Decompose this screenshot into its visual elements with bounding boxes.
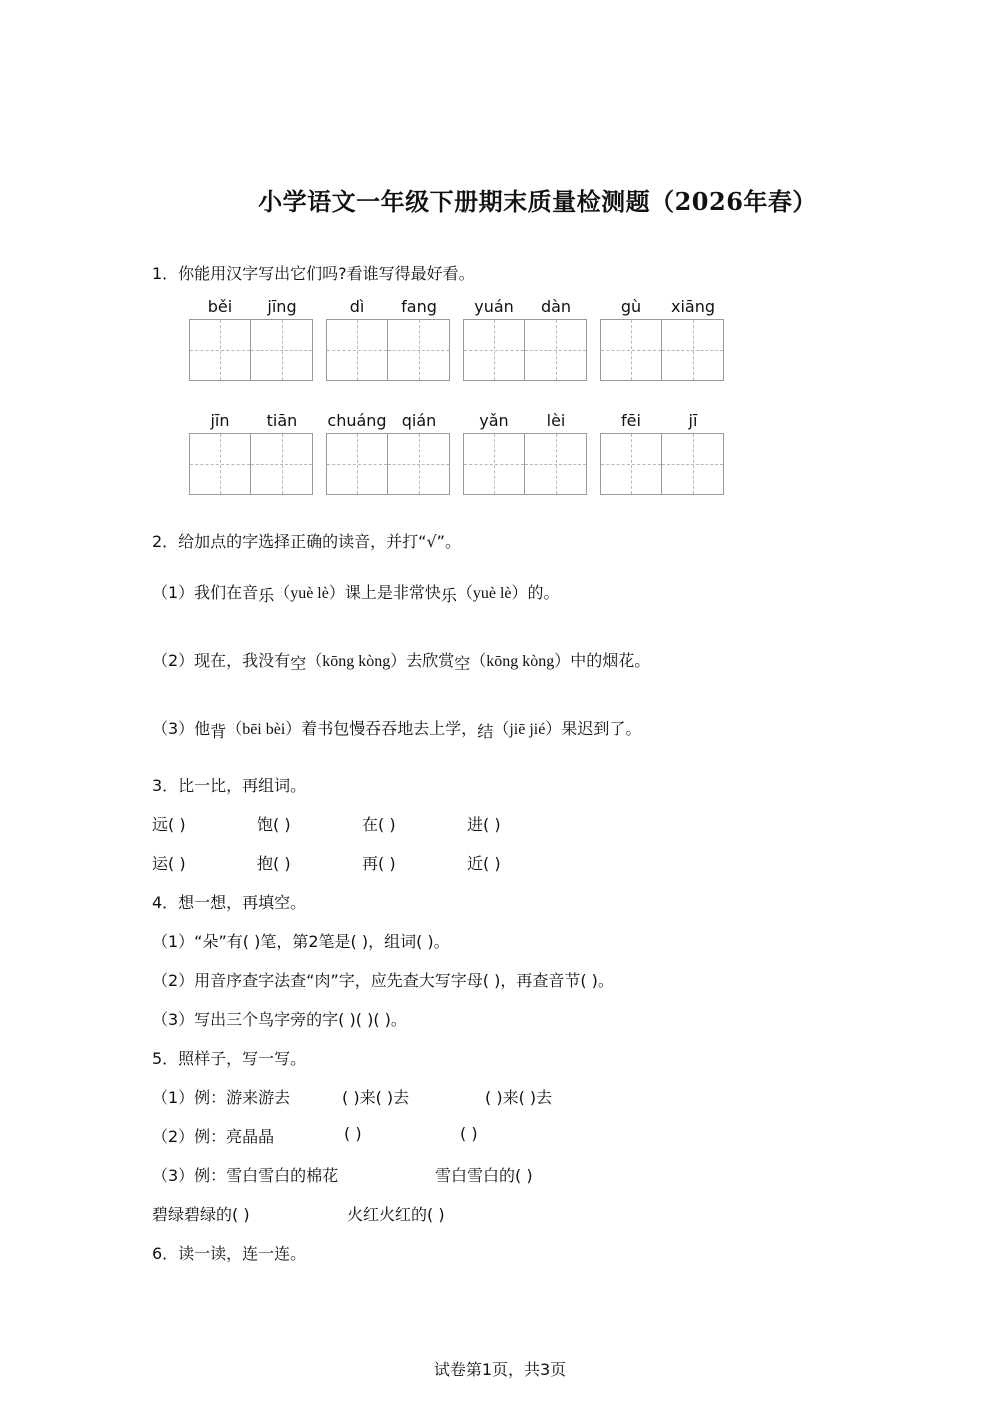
q5-blank[interactable]: ( )来( )去	[485, 1088, 553, 1107]
pinyin-label: yuán	[474, 297, 514, 316]
pinyin-label: chuáng	[327, 411, 387, 430]
q5-example-3: （3）例：雪白雪白的棉花	[152, 1166, 339, 1185]
pinyin-choice[interactable]: （yuè lè）课上是非常快	[274, 585, 441, 602]
q5-blank[interactable]: 碧绿碧绿的( )	[152, 1205, 250, 1224]
sentence-text: （2）现在，我没有	[152, 651, 291, 670]
writing-box[interactable]	[251, 320, 312, 380]
pinyin-choice[interactable]: （yuè lè）的。	[456, 585, 560, 602]
q1-pinyin-row-1	[189, 297, 737, 381]
q4-line-3[interactable]: （3）写出三个鸟字旁的字( )( )( )。	[152, 1010, 407, 1029]
dotted-char: 结	[477, 722, 494, 741]
writing-box[interactable]	[190, 320, 251, 380]
q3-blank[interactable]: 饱( )	[257, 815, 291, 834]
writing-box[interactable]	[601, 320, 662, 380]
pinyin-label: fēi	[621, 411, 641, 430]
pinyin-label: fang	[401, 297, 437, 316]
q3-blank[interactable]: 抱( )	[257, 854, 291, 873]
q4-prompt: 4．想一想，再填空。	[152, 893, 307, 912]
pinyin-group	[326, 411, 450, 495]
q3-blank[interactable]: 运( )	[152, 854, 186, 873]
q5-blank[interactable]: 雪白雪白的( )	[435, 1166, 533, 1185]
writing-box[interactable]	[464, 320, 525, 380]
pinyin-label: běi	[207, 297, 233, 316]
q5-example-2: （2）例：亮晶晶	[152, 1127, 275, 1146]
q5-blank[interactable]: ( )	[460, 1124, 478, 1143]
sentence-text: （1）我们在音	[152, 583, 259, 602]
dotted-char: 空	[290, 654, 307, 673]
pinyin-group	[326, 297, 450, 381]
writing-box[interactable]	[601, 434, 662, 494]
dotted-char: 背	[210, 722, 227, 741]
pinyin-group	[463, 411, 587, 495]
writing-box[interactable]	[525, 320, 586, 380]
q1-prompt: 1．你能用汉字写出它们吗?看谁写得最好看。	[152, 264, 475, 283]
q5-prompt: 5．照样子，写一写。	[152, 1049, 307, 1068]
dotted-char: 空	[454, 654, 471, 673]
q3-blank[interactable]: 在( )	[362, 815, 396, 834]
writing-box[interactable]	[388, 434, 449, 494]
pinyin-label: jīng	[267, 297, 297, 316]
sentence-text: （3）他	[152, 719, 211, 738]
q5-blank[interactable]: 火红火红的( )	[347, 1205, 445, 1224]
q1-pinyin-row-2	[189, 411, 737, 495]
pinyin-label: dàn	[540, 297, 572, 316]
pinyin-label: lèi	[546, 411, 566, 430]
pinyin-group	[189, 411, 313, 495]
writing-box[interactable]	[662, 320, 723, 380]
q3-blank[interactable]: 进( )	[467, 815, 501, 834]
dotted-char: 乐	[440, 586, 457, 605]
pinyin-group	[600, 297, 724, 381]
writing-box[interactable]	[190, 434, 251, 494]
page-footer: 试卷第1页，共3页	[433, 1360, 567, 1379]
page-title: 小学语文一年级下册期末质量检测题（2026年春）	[258, 187, 817, 216]
q5-example-1: （1）例：游来游去	[152, 1088, 291, 1107]
q6-prompt: 6．读一读，连一连。	[152, 1244, 307, 1263]
pinyin-choice[interactable]: （kōng kòng）去欣赏	[306, 653, 455, 670]
pinyin-group	[189, 297, 313, 381]
q5-blank[interactable]: ( )来( )去	[342, 1088, 410, 1107]
pinyin-group	[600, 411, 724, 495]
pinyin-label: xiāng	[670, 297, 715, 316]
pinyin-choice[interactable]: （kōng kòng）中的烟花。	[470, 653, 651, 670]
pinyin-label: jīn	[210, 411, 230, 430]
q3-blank[interactable]: 远( )	[152, 815, 186, 834]
pinyin-label: qián	[401, 411, 437, 430]
writing-box[interactable]	[327, 320, 388, 380]
pinyin-label: jī	[688, 411, 698, 430]
pinyin-choice[interactable]: （jiē jié）果迟到了。	[493, 721, 642, 738]
q2-sentence-2	[152, 648, 650, 671]
pinyin-label: tiān	[266, 411, 298, 430]
q2-sentence-3	[152, 716, 641, 739]
pinyin-group	[463, 297, 587, 381]
pinyin-label: gù	[620, 297, 642, 316]
q3-blank[interactable]: 再( )	[362, 854, 396, 873]
pinyin-choice[interactable]: （bēi bèi）着书包慢吞吞地去上学，	[226, 721, 478, 738]
q3-prompt: 3．比一比，再组词。	[152, 776, 307, 795]
pinyin-label: yǎn	[479, 411, 509, 430]
writing-box[interactable]	[327, 434, 388, 494]
writing-box[interactable]	[525, 434, 586, 494]
dotted-char: 乐	[258, 586, 275, 605]
pinyin-label: dì	[349, 297, 365, 316]
writing-box[interactable]	[464, 434, 525, 494]
q2-sentence-1	[152, 580, 560, 603]
q4-line-1[interactable]: （1）“朵”有( )笔，第2笔是( )，组词( )。	[152, 932, 450, 951]
q5-blank[interactable]: ( )	[344, 1124, 362, 1143]
q3-blank[interactable]: 近( )	[467, 854, 501, 873]
q2-prompt: 2．给加点的字选择正确的读音，并打“√”。	[152, 532, 461, 551]
writing-box[interactable]	[388, 320, 449, 380]
writing-box[interactable]	[251, 434, 312, 494]
q4-line-2[interactable]: （2）用音序查字法查“肉”字，应先查大写字母( )，再查音节( )。	[152, 971, 614, 990]
writing-box[interactable]	[662, 434, 723, 494]
